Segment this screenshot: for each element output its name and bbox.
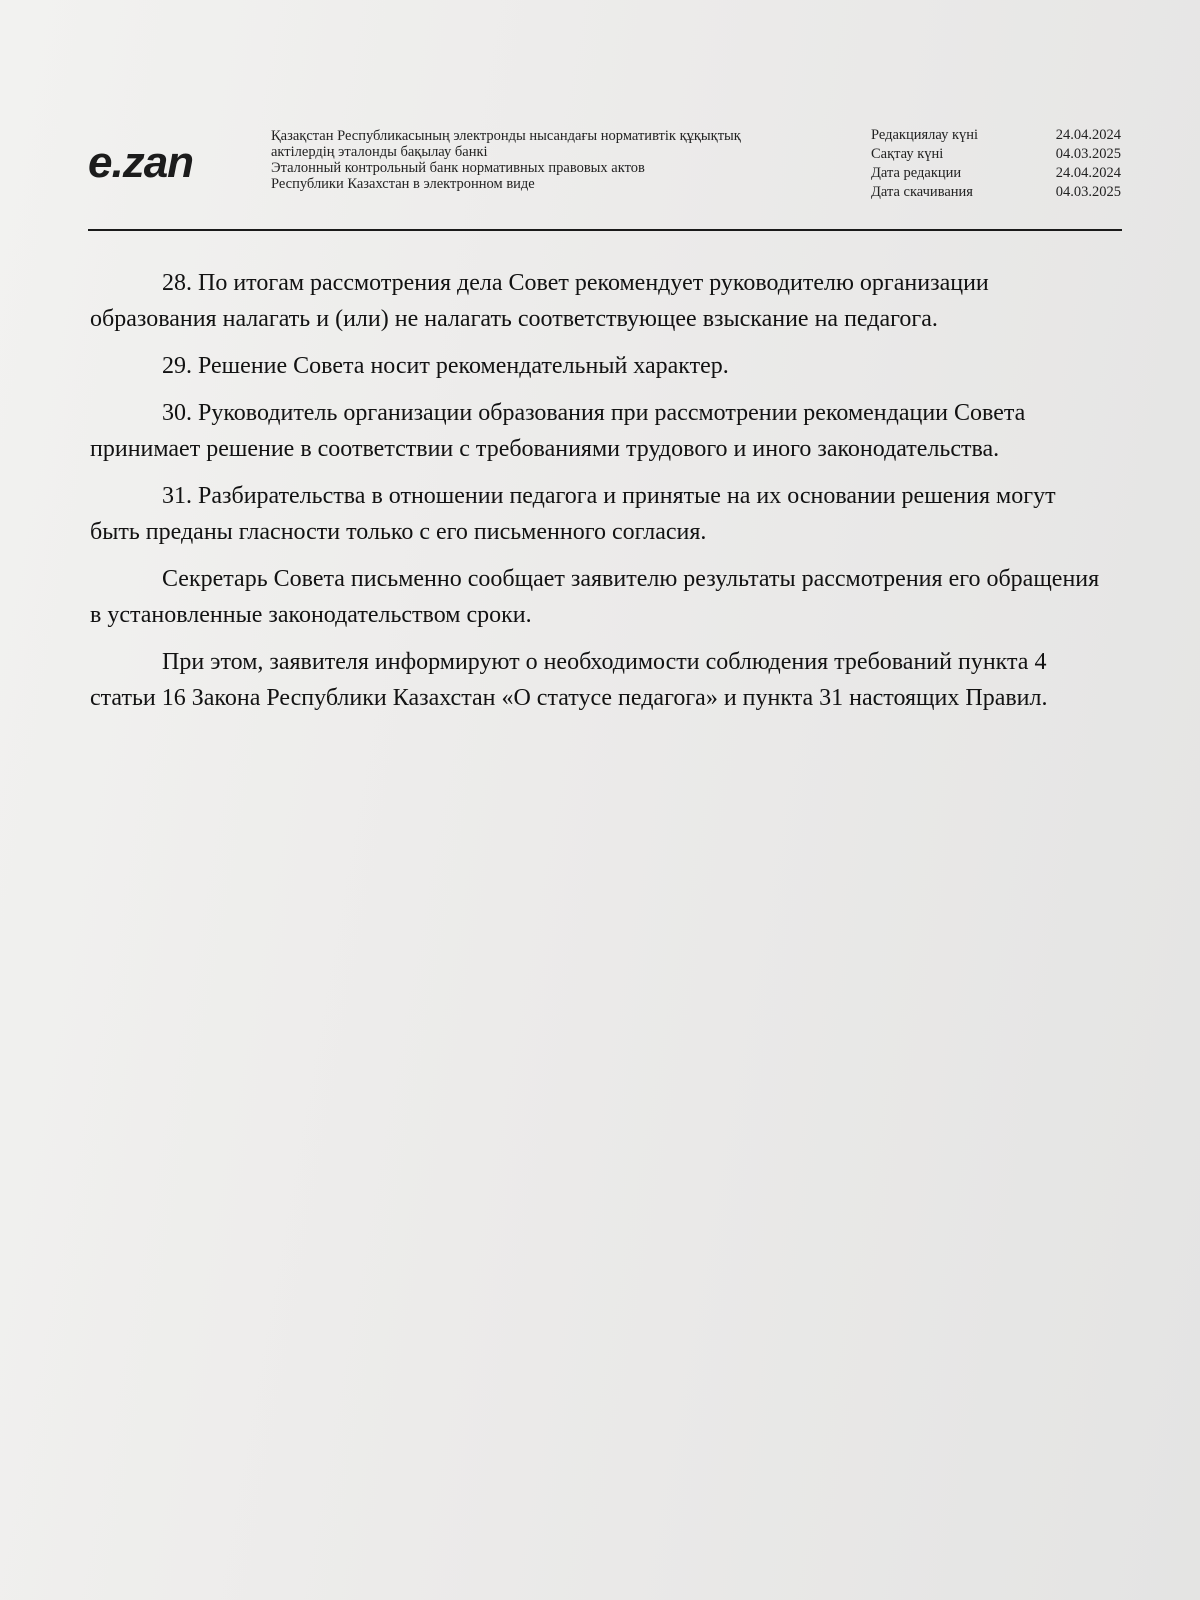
meta-row — [871, 126, 1121, 145]
meta-value: 24.04.2024 — [1055, 127, 1121, 143]
meta-value: 24.04.2024 — [1055, 165, 1121, 181]
paragraph-30: 30. Руководитель организации образования при рассмотрении рекомендации Совета принимает решение в соответствии с требованиями трудового и иного законодательства. — [90, 400, 1026, 462]
document-header — [88, 122, 1120, 222]
document-body — [90, 265, 1100, 727]
paragraph-31: 31. Разбирательства в отношении педагога и принятые на их основании решения могут быть преданы гласности только с его письменного согласия. — [90, 483, 1056, 545]
header-description — [271, 128, 831, 192]
meta-value: 04.03.2025 — [1055, 184, 1121, 200]
meta-label: Сақтау күні — [871, 146, 944, 162]
meta-value: 04.03.2025 — [1055, 146, 1121, 162]
header-line: Эталонный контрольный банк нормативных правовых актов — [271, 160, 645, 176]
header-metadata — [871, 126, 1121, 202]
ezan-logo: e.zan — [88, 138, 194, 187]
header-line: актілердің эталонды бақылау банкі — [271, 144, 488, 160]
meta-row — [871, 145, 1121, 164]
meta-label: Дата редакции — [871, 165, 962, 181]
meta-label: Редакциялау күні — [871, 127, 979, 143]
paragraph-secretary: Секретарь Совета письменно сообщает заявителю результаты рассмотрения его обращения в установленные законодательством сроки. — [90, 566, 1100, 628]
header-line: Қазақстан Республикасының электронды нысандағы нормативтік құқықтық — [271, 128, 741, 144]
meta-label: Дата скачивания — [871, 184, 973, 200]
header-line: Республики Казахстан в электронном виде — [271, 176, 535, 192]
meta-row — [871, 164, 1121, 183]
paragraph-28: 28. По итогам рассмотрения дела Совет рекомендует руководителю организации образования налагать и (или) не налагать соответствующее взыскание на педагога. — [90, 270, 989, 332]
paragraph-notice: При этом, заявителя информируют о необходимости соблюдения требований пункта 4 статьи 16 Закона Республики Казахстан «О статусе педагога» и пункта 31 настоящих Правил. — [90, 649, 1048, 711]
paragraph-29: 29. Решение Совета носит рекомендательный характер. — [162, 353, 729, 379]
meta-row — [871, 183, 1121, 202]
header-divider — [88, 229, 1122, 231]
